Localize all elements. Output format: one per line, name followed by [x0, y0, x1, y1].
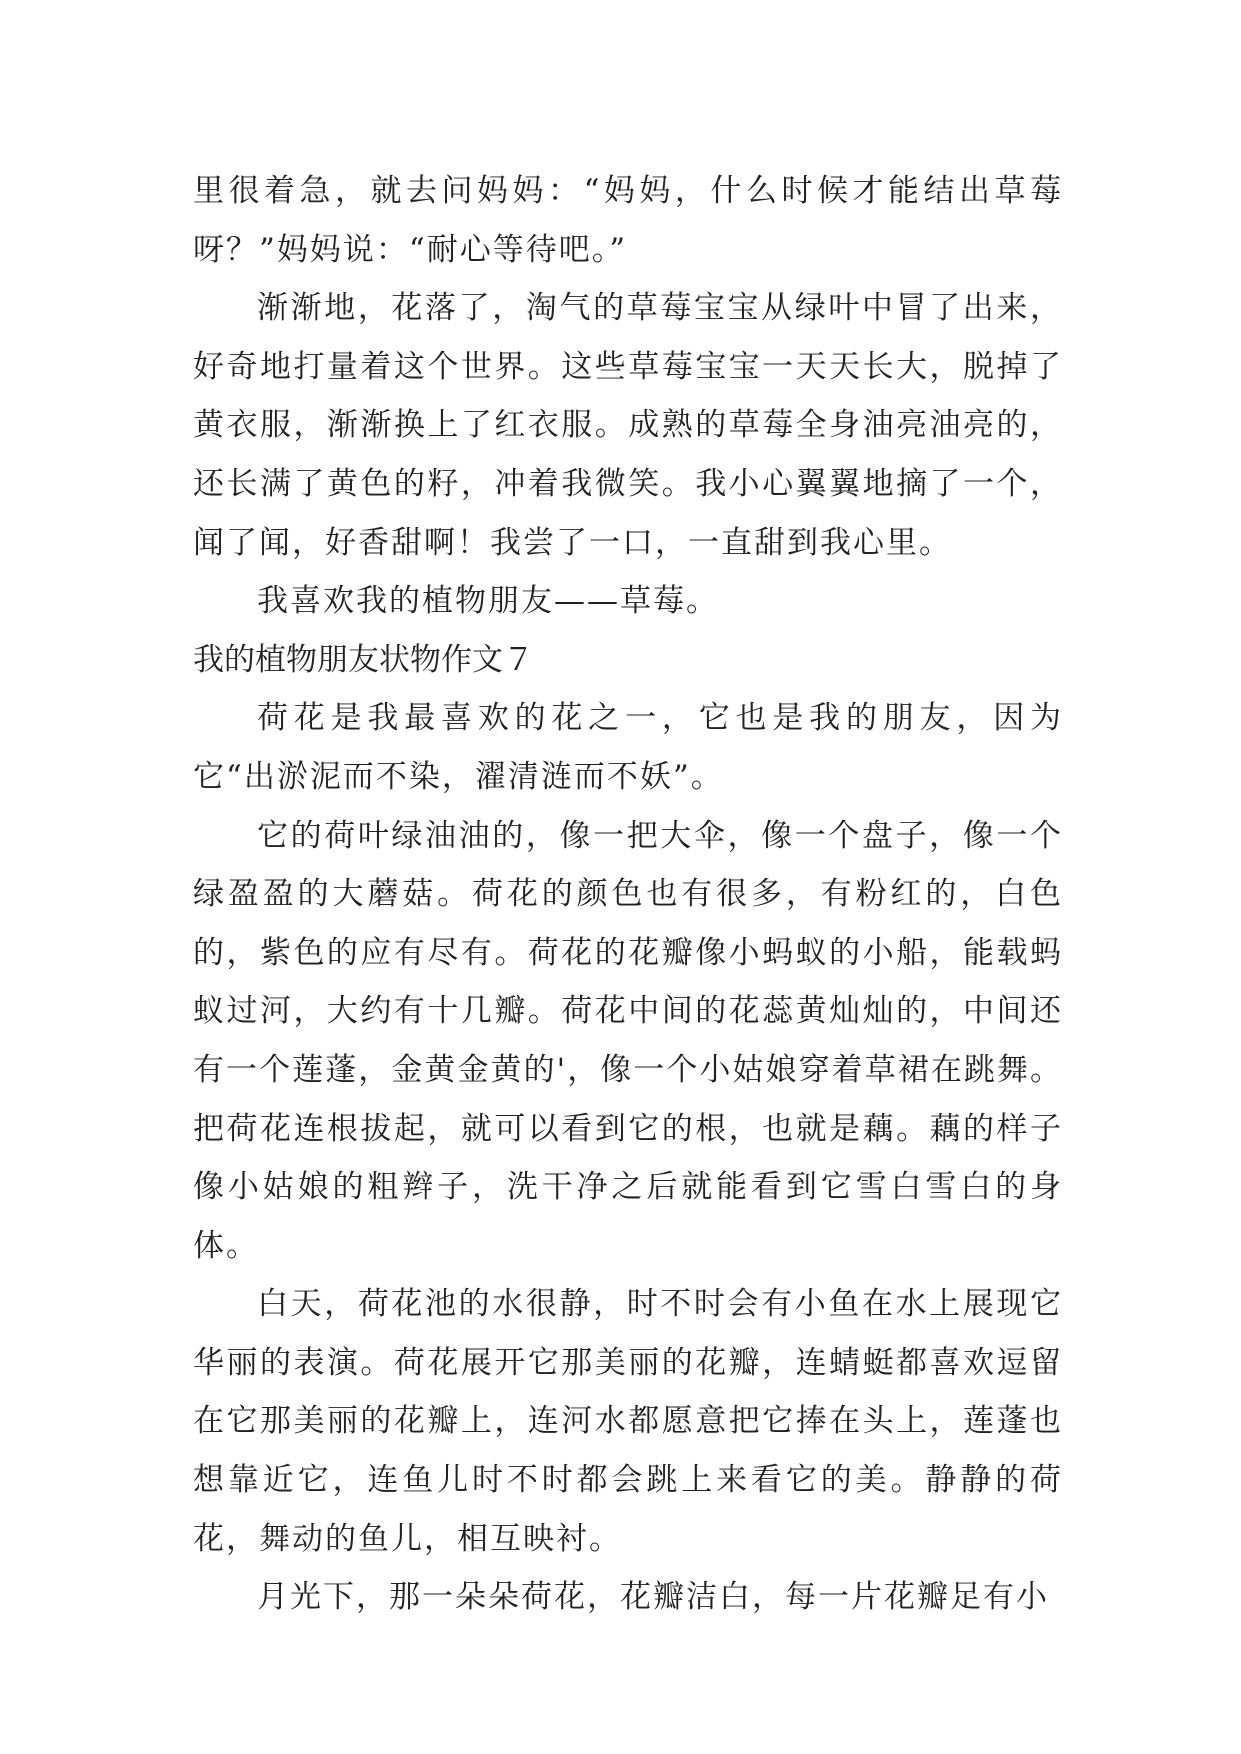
- paragraph-strawberry-conclusion: 我喜欢我的植物朋友——草莓。: [257, 583, 719, 620]
- paragraph-lotus-moonlight: 月光下，那一朵朵荷花，花瓣洁白，每一片花瓣足有小: [257, 1579, 1049, 1616]
- paragraph-continuation: 里很着急，就去问妈妈：“妈妈，什么时候才能结出草莓呀？”妈妈说：“耐心等待吧。”: [193, 173, 1063, 268]
- paragraph-strawberry-growth: 渐渐地，花落了，淘气的草莓宝宝从绿叶中冒了出来，好奇地打量着这个世界。这些草莓宝宝一天天长大，脱掉了黄衣服，渐渐换上了红衣服。成熟的草莓全身油亮油亮的，还长满了黄色的籽，冲着我微笑。我小心翼翼地摘了一个，闻了闻，好香甜啊！我尝了一口，一直甜到我心里。: [193, 290, 1063, 561]
- essay-heading: 我的植物朋友状物作文７: [193, 641, 534, 678]
- paragraph-lotus-daytime: 白天，荷花池的水很静，时不时会有小鱼在水上展现它华丽的表演。荷花展开它那美丽的花瓣，连蜻蜓都喜欢逗留在它那美丽的花瓣上，连河水都愿意把它捧在头上，莲蓬也想靠近它，连鱼儿时不时都会跳上来看它的美。静静的荷花，舞动的鱼儿，相互映衬。: [193, 1286, 1063, 1557]
- paragraph-lotus-description: 它的荷叶绿油油的，像一把大伞，像一个盘子，像一个绿盈盈的大蘑菇。荷花的颜色也有很多，有粉红的，白色的，紫色的应有尽有。荷花的花瓣像小蚂蚁的小船，能载蚂蚁过河，大约有十几瓣。荷花中间的花蕊黄灿灿的，中间还有一个莲蓬，金黄金黄的'，像一个小姑娘穿着草裙在跳舞。把荷花连根拔起，就可以看到它的根，也就是藕。藕的样子像小姑娘的粗辫子，洗干净之后就能看到它雪白雪白的身体。: [193, 817, 1063, 1264]
- paragraph-lotus-intro: 荷花是我最喜欢的花之一，它也是我的朋友，因为它“出淤泥而不染，濯清涟而不妖”。: [193, 700, 1063, 795]
- document-body: [193, 162, 1063, 1627]
